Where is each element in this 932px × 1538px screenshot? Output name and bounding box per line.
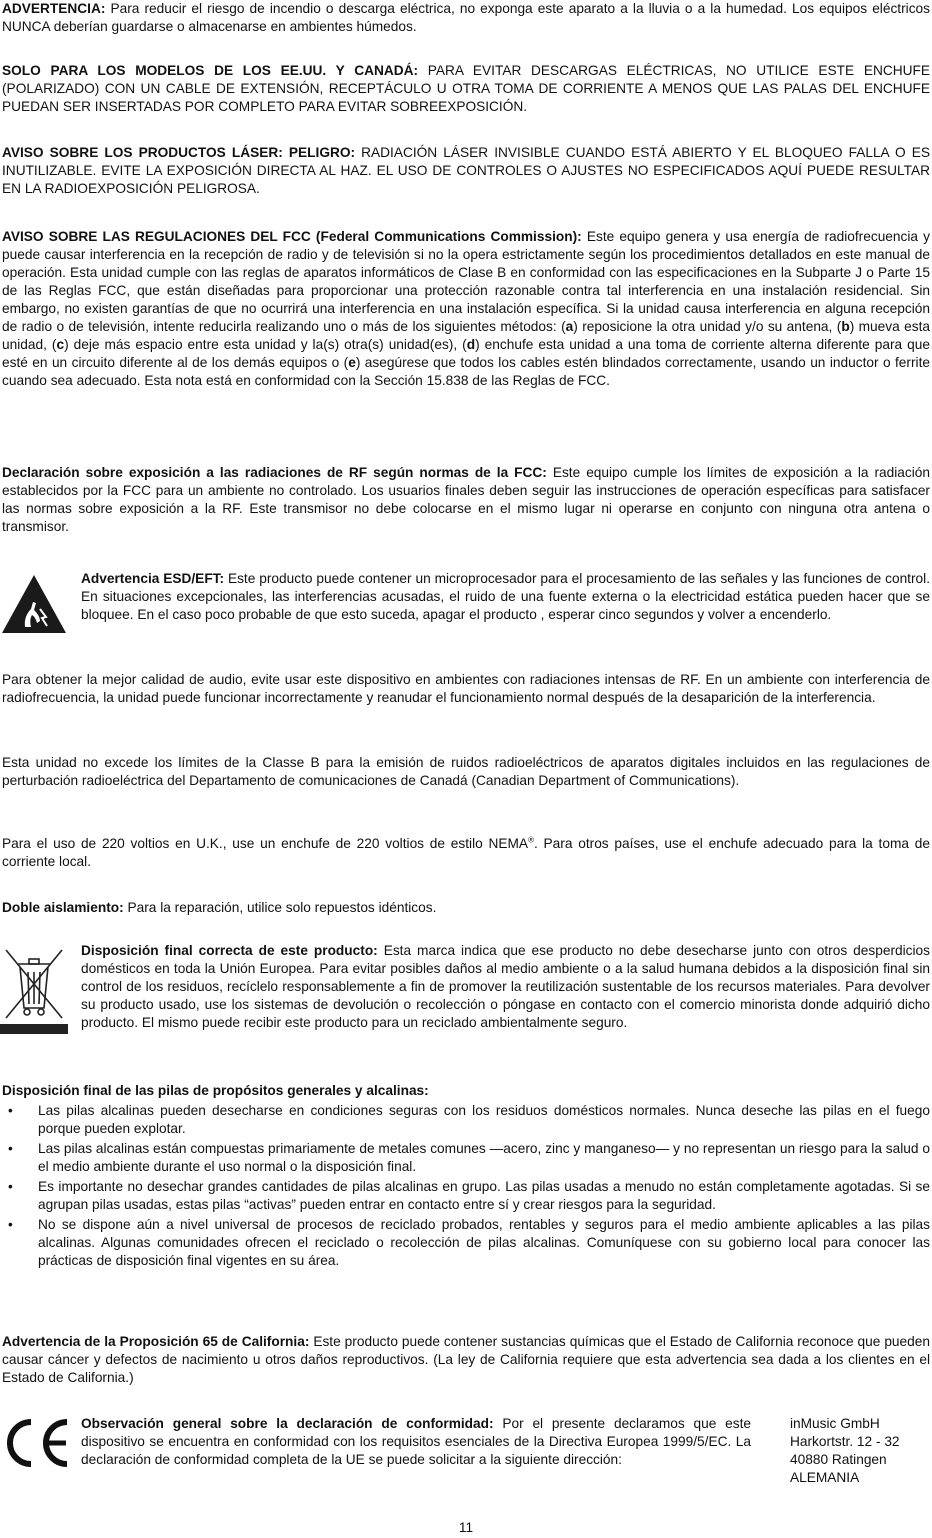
fcc-item-a: a bbox=[565, 319, 574, 334]
ce-mark-icon bbox=[0, 1418, 72, 1468]
fcc-notice-body: ) asegúrese que todos los cables estén blindados correctamente, usando un inductor o ferrite cuando sea adecuado. Esta nota está en conformidad con la Sección 15.838 de las Reglas de FCC. bbox=[2, 355, 930, 388]
fcc-item-c: c bbox=[56, 337, 65, 352]
list-item-text: Es importante no desechar grandes cantidades de pilas alcalinas en grupo. Las pilas usadas a menudo no están completamente agotadas. Si se agrupan pilas usadas, estas pilas “activas” pueden entrar en contacto entre sí y crear riesgos para la seguridad. bbox=[38, 1179, 930, 1212]
list-item-text: Las pilas alcalinas pueden desecharse en condiciones seguras con los residuos domésticos normales. Nunca deseche las pilas en el fuego porque pueden explotar. bbox=[38, 1103, 930, 1136]
uk-plug-body: . Para otros países, use el enchufe adecuado para la toma de corriente local. bbox=[2, 836, 930, 869]
uk-plug-note bbox=[2, 835, 930, 871]
fcc-notice-body: ) reposicione la otra unidad y/o su antena, ( bbox=[573, 319, 842, 334]
laser-warning bbox=[2, 144, 930, 198]
crossed-bin-icon bbox=[0, 944, 68, 1036]
uk-plug-body: Para el uso de 220 voltios en U.K., use un enchufe de 220 voltios de estilo NEMA bbox=[2, 836, 529, 851]
list-item bbox=[2, 1178, 930, 1214]
double-insulation-title: Doble aislamiento: bbox=[2, 900, 124, 915]
address-company: inMusic GmbH bbox=[790, 1416, 880, 1431]
list-item-text: Las pilas alcalinas están compuestas primariamente de metales comunes —acero, zinc y manganeso— y no representan un riesgo para la salud o el medio ambiente durante el uso normal o la disposición final. bbox=[38, 1141, 930, 1174]
double-insulation-note bbox=[2, 899, 930, 917]
disposal-notice-title: Disposición final correcta de este producto: bbox=[81, 943, 378, 958]
registered-mark: ® bbox=[528, 835, 534, 845]
rf-exposure-body: Este equipo cumple los límites de exposición a la radiación establecidos por la FCC para un ambiente no controlado. Los usuarios finales deben seguir las instrucciones de operación específicas para satisfacer las normas sobre exposición a la RF. Este transmisor no debe colocarse en el mismo lugar ni operarse en conjunto con ninguna otra antena o transmisor. bbox=[2, 465, 930, 534]
fcc-notice-title: AVISO SOBRE LAS REGULACIONES DEL FCC (Federal Communications Commission): bbox=[2, 229, 582, 244]
company-address bbox=[790, 1415, 900, 1487]
rf-exposure-title: Declaración sobre exposición a las radiaciones de RF según normas de la FCC: bbox=[2, 465, 547, 480]
disposal-notice bbox=[81, 942, 930, 1032]
audio-quality-note: Para obtener la mejor calidad de audio, evite usar este dispositivo en ambientes con radiaciones intensas de RF. En un ambiente con interferencia de radiofrecuencia, la unidad puede funcionar incorrectamente y reanudar el funcionamiento normal después de la desaparición de la interferencia. bbox=[2, 672, 930, 705]
esd-warning bbox=[81, 570, 930, 624]
conformity-body: Por el presente declaramos que este dispositivo se encuentra en conformidad con los requisitos esenciales de la Directiva Europea 1999/5/EC. La declaración de conformidad completa de la UE se puede solicitar a la siguiente dirección: bbox=[81, 1416, 752, 1467]
usa-canada-warning bbox=[2, 62, 930, 116]
fcc-notice-body: ) enchufe esta unidad a una toma de corriente alterna diferente para que esté en un circuito diferente al de los demás equipos o ( bbox=[2, 337, 930, 370]
fcc-item-e: e bbox=[348, 355, 356, 370]
laser-warning-title: AVISO SOBRE LOS PRODUCTOS LÁSER: PELIGRO: bbox=[2, 145, 356, 160]
bullet-icon: • bbox=[8, 1179, 13, 1194]
canada-compliance-note: Esta unidad no excede los límites de la Classe B para la emisión de ruidos radioeléctricos de aparatos digitales incluidos en las regulaciones de perturbación radioeléctrica del Departamento de comunicaciones de Canadá (Canadian Department of Communications). bbox=[2, 755, 930, 788]
usa-canada-body: PARA EVITAR DESCARGAS ELÉCTRICAS, NO UTILICE ESTE ENCHUFE (POLARIZADO) CON UN CABLE DE EXTENSIÓN, RECEPTÁCULO U OTRA TOMA DE CORRIENTE A MENOS QUE LAS PALAS DEL ENCHUFE PUEDAN SER INSERTADAS POR COMPLETO PARA EVITAR SOBREEXPOSICIÓN. bbox=[2, 63, 930, 114]
fire-warning-title: ADVERTENCIA: bbox=[2, 1, 106, 16]
conformity-declaration bbox=[81, 1415, 751, 1469]
page-number: 11 bbox=[458, 1520, 474, 1535]
fcc-notice-body: ) mueva esta unidad, ( bbox=[2, 319, 931, 352]
esd-warning-icon bbox=[0, 573, 68, 635]
fcc-notice-body: ) deje más espacio entre esta unidad y la(s) otra(s) unidad(es), ( bbox=[64, 337, 467, 352]
prop65-title: Advertencia de la Proposición 65 de California: bbox=[2, 1334, 310, 1349]
address-street: Harkortstr. 12 - 32 bbox=[790, 1434, 900, 1449]
usa-canada-title: SOLO PARA LOS MODELOS DE LOS EE.UU. Y CANADÁ: bbox=[2, 63, 419, 78]
conformity-title: Observación general sobre la declaración de conformidad: bbox=[81, 1416, 494, 1431]
fcc-item-d: d bbox=[466, 337, 476, 352]
esd-warning-title: Advertencia ESD/EFT: bbox=[81, 571, 225, 586]
batteries-section bbox=[2, 1082, 930, 1272]
list-item-text: No se dispone aún a nivel universal de procesos de reciclado probados, rentables y seguros para el medio ambiente aplicables a las pilas alcalinas. Algunas comunidades ofrecen el reciclado o recolección de pilas alcalinas. Comuníquese con su gobierno local para conocer las prácticas de disposición final vigentes en su área. bbox=[38, 1217, 930, 1268]
bullet-icon: • bbox=[8, 1103, 13, 1118]
list-item bbox=[2, 1140, 930, 1176]
list-item bbox=[2, 1102, 930, 1138]
address-country: ALEMANIA bbox=[790, 1470, 860, 1485]
fire-warning bbox=[2, 0, 930, 36]
bullet-icon: • bbox=[8, 1217, 13, 1232]
bullet-icon: • bbox=[8, 1141, 13, 1156]
laser-warning-body: RADIACIÓN LÁSER INVISIBLE CUANDO ESTÁ ABIERTO Y EL BLOQUEO FALLA O ES INUTILIZABLE. EVITE LA EXPOSICIÓN DIRECTA AL HAZ. EL USO DE CONTROLES O AJUSTES NO ESPECIFICADOS AQUÍ PUEDE RESULTAR EN LA RADIOEXPOSICIÓN PELIGROSA. bbox=[2, 145, 930, 196]
batteries-title: Disposición final de las pilas de propósitos generales y alcalinas: bbox=[2, 1083, 429, 1098]
double-insulation-body: Para la reparación, utilice solo repuestos idénticos. bbox=[123, 900, 437, 915]
rf-exposure-statement bbox=[2, 464, 930, 536]
address-city: 40880 Ratingen bbox=[790, 1452, 887, 1467]
fcc-notice-body: Este equipo genera y usa energía de radiofrecuencia y puede causar interferencia en la recepción de radio y de televisión si no la opera estrictamente según los procedimientos detallados en este manual de operación. Esta unidad cumple con las reglas de aparatos informáticos de Clase B en conformidad con las especificaciones en la Subparte J o Parte 15 de las Reglas FCC, que están diseñadas para proporcionar una protección razonable contra tal interferencia en una instalación residencial. Sin embargo, no existen garantías de que no ocurrirá una interferencia en una instalación específica. Si la unidad causa interferencia en alguna recepción de radio o de televisión, intente reducirla realizando uno o más de los siguientes métodos: ( bbox=[2, 229, 931, 334]
fcc-item-b: b bbox=[841, 319, 850, 334]
prop65-warning bbox=[2, 1333, 930, 1387]
fcc-notice bbox=[2, 228, 930, 390]
batteries-list bbox=[2, 1102, 930, 1270]
list-item bbox=[2, 1216, 930, 1270]
disposal-notice-body: Esta marca indica que ese producto no debe desecharse junto con otros desperdicios domésticos en toda la Unión Europea. Para evitar posibles daños al medio ambiente o a la salud humana debidos a la disposición final sin control de los residuos, recíclelo responsablemente a fin de promover la reutilización sustentable de los recursos materiales. Para devolver su producto usado, use los sistemas de devolución o recolección o póngase en contacto con el comercio minorista donde adquirió dicho producto. El mismo puede recibir este producto para un reciclado ambientalmente seguro. bbox=[81, 943, 930, 1030]
fire-warning-body: Para reducir el riesgo de incendio o descarga eléctrica, no exponga este aparato a la lluvia o a la humedad. Los equipos eléctricos NUNCA deberían guardarse o almacenarse en ambientes húmedos. bbox=[2, 1, 930, 34]
prop65-body: Este producto puede contener sustancias químicas que el Estado de California reconoce que pueden causar cáncer y defectos de nacimiento u otros daños reproductivos. (La ley de California requiere que esta advertencia sea dada a los clientes en el Estado de California.) bbox=[2, 1334, 930, 1385]
esd-warning-body: Este producto puede contener un microprocesador para el procesamiento de las señales y las funciones de control. En situaciones excepcionales, las interferencias acusadas, el ruido de una fuente externa o la electricidad estática pueden hacer que se bloquee. En el caso poco probable de que esto suceda, apagar el producto , esperar cinco segundos y volver a encenderlo. bbox=[81, 571, 930, 622]
